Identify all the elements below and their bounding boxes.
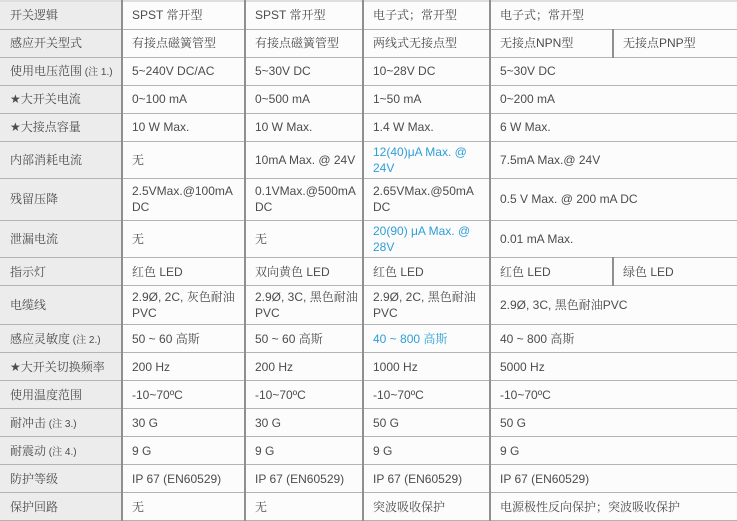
spec-value-cell: 0~100 mA [122, 85, 245, 113]
spec-value-cell: 有接点磁簧管型 [122, 29, 245, 57]
table-row [0, 381, 737, 409]
row-label-text: 开关逻辑 [10, 8, 59, 23]
spec-value-cell: 无接点NPN型 [490, 29, 613, 57]
spec-value-cell: 0.5 V Max. @ 200 mA DC [490, 178, 737, 220]
spec-value-cell: -10~70ºC [245, 381, 363, 409]
spec-value-cell: 2.9Ø, 2C, 灰色耐油 PVC [122, 286, 245, 325]
spec-value-cell: -10~70ºC [490, 381, 737, 409]
spec-value-cell: 电源极性反向保护；突波吸收保护 [490, 493, 737, 521]
spec-value-cell: 有接点磁簧管型 [245, 29, 363, 57]
row-label-text: 使用温度范围 [10, 387, 83, 402]
row-label [0, 113, 122, 141]
row-label-text: ★大开关电流 [10, 91, 81, 106]
spec-value-cell: 电子式；常开型 [363, 1, 490, 29]
spec-value-cell: 无接点PNP型 [613, 29, 737, 57]
table-row [0, 1, 737, 29]
spec-value-cell: 10 W Max. [245, 113, 363, 141]
row-label [0, 258, 122, 286]
row-label [0, 178, 122, 220]
spec-value-cell: 12(40)μA Max. @ 24V [363, 141, 490, 178]
table-row [0, 493, 737, 521]
spec-value-cell: 10~28V DC [363, 57, 490, 85]
table-row [0, 57, 737, 85]
row-label [0, 57, 122, 85]
spec-value-cell: SPST 常开型 [122, 1, 245, 29]
spec-value-cell: 5~30V DC [245, 57, 363, 85]
row-label-note: (注 4.) [46, 446, 77, 458]
spec-value-cell: 绿色 LED [613, 258, 737, 286]
row-label-text: 泄漏电流 [10, 231, 59, 246]
spec-value-cell: 9 G [363, 437, 490, 465]
spec-value-cell: SPST 常开型 [245, 1, 363, 29]
spec-value-cell: IP 67 (EN60529) [122, 465, 245, 493]
table-row [0, 113, 737, 141]
spec-value-cell: 30 G [122, 409, 245, 437]
spec-value-cell: 双向黄色 LED [245, 258, 363, 286]
spec-value-cell: 200 Hz [122, 353, 245, 381]
spec-value-cell: 红色 LED [490, 258, 613, 286]
spec-value-cell: 7.5mA Max.@ 24V [490, 141, 737, 178]
row-label-text: 保护回路 [10, 499, 59, 514]
spec-value-cell: 2.9Ø, 3C, 黑色耐油PVC [490, 286, 737, 325]
spec-value-cell: 两线式无接点型 [363, 29, 490, 57]
spec-value-cell: 红色 LED [122, 258, 245, 286]
spec-value-cell: 1~50 mA [363, 85, 490, 113]
spec-value-cell: 30 G [245, 409, 363, 437]
spec-value-cell: 0.1VMax.@500mA DC [245, 178, 363, 220]
spec-value-cell: 5~30V DC [490, 57, 737, 85]
row-label-text: 感应开关型式 [10, 35, 83, 50]
spec-value-cell: 电子式；常开型 [490, 1, 737, 29]
spec-value-cell: 5~240V DC/AC [122, 57, 245, 85]
spec-value-cell: 1.4 W Max. [363, 113, 490, 141]
table-row [0, 286, 737, 325]
row-label-note: (注 2.) [70, 334, 101, 346]
row-label-text: ★大接点容量 [10, 119, 81, 134]
table-row [0, 409, 737, 437]
spec-value-cell: 10mA Max. @ 24V [245, 141, 363, 178]
spec-table-body [0, 1, 737, 521]
spec-value-cell: IP 67 (EN60529) [363, 465, 490, 493]
spec-value-cell: 1000 Hz [363, 353, 490, 381]
row-label-text: 防护等级 [10, 471, 59, 486]
row-label-text: 残留压降 [10, 192, 59, 207]
spec-value-cell: 9 G [490, 437, 737, 465]
row-label-note: (注 1.) [82, 66, 113, 78]
row-label [0, 141, 122, 178]
spec-value-cell: 40 ~ 800 高斯 [363, 325, 490, 353]
row-label-text: 内部消耗电流 [10, 152, 83, 167]
spec-value-cell: 50 G [490, 409, 737, 437]
spec-value-cell: 0~200 mA [490, 85, 737, 113]
row-label [0, 1, 122, 29]
table-row [0, 141, 737, 178]
spec-value-cell: 无 [122, 493, 245, 521]
row-label [0, 85, 122, 113]
table-row [0, 258, 737, 286]
row-label [0, 353, 122, 381]
spec-value-cell: 6 W Max. [490, 113, 737, 141]
spec-value-cell: 2.65VMax.@50mA DC [363, 178, 490, 220]
row-label [0, 29, 122, 57]
spec-value-cell: 2.5VMax.@100mA DC [122, 178, 245, 220]
row-label-text: 使用电压范围 [10, 63, 83, 78]
spec-value-cell: 突波吸收保护 [363, 493, 490, 521]
spec-value-cell: 2.9Ø, 3C, 黑色耐油 PVC [245, 286, 363, 325]
row-label-text: 指示灯 [10, 264, 47, 279]
table-row [0, 437, 737, 465]
spec-value-cell: 9 G [122, 437, 245, 465]
spec-value-cell: 无 [245, 493, 363, 521]
spec-value-cell: 无 [245, 220, 363, 257]
spec-value-cell: 10 W Max. [122, 113, 245, 141]
table-row [0, 325, 737, 353]
spec-value-cell: IP 67 (EN60529) [245, 465, 363, 493]
spec-value-cell: 20(90) μA Max. @ 28V [363, 220, 490, 257]
row-label-text: 感应灵敏度 [10, 331, 71, 346]
table-row [0, 353, 737, 381]
spec-value-cell: 红色 LED [363, 258, 490, 286]
row-label [0, 409, 122, 437]
row-label-text: 耐震动 [10, 443, 47, 458]
spec-value-cell: 2.9Ø, 2C, 黑色耐油 PVC [363, 286, 490, 325]
spec-value-cell: -10~70ºC [363, 381, 490, 409]
spec-value-cell: -10~70ºC [122, 381, 245, 409]
spec-value-cell: 50 ~ 60 高斯 [122, 325, 245, 353]
row-label [0, 220, 122, 257]
row-label [0, 465, 122, 493]
table-row [0, 465, 737, 493]
spec-value-cell: 5000 Hz [490, 353, 737, 381]
row-label [0, 325, 122, 353]
spec-value-cell: 50 ~ 60 高斯 [245, 325, 363, 353]
row-label-text: ★大开关切换频率 [10, 359, 105, 374]
spec-value-cell: 40 ~ 800 高斯 [490, 325, 737, 353]
row-label [0, 493, 122, 521]
table-row [0, 178, 737, 220]
row-label-text: 耐冲击 [10, 415, 47, 430]
table-row [0, 29, 737, 57]
spec-value-cell: 0~500 mA [245, 85, 363, 113]
spec-value-cell: 200 Hz [245, 353, 363, 381]
spec-value-cell: 0.01 mA Max. [490, 220, 737, 257]
spec-value-cell: 50 G [363, 409, 490, 437]
row-label-text: 电缆线 [10, 298, 47, 313]
spec-value-cell: 无 [122, 220, 245, 257]
row-label-note: (注 3.) [46, 418, 77, 430]
spec-value-cell: 9 G [245, 437, 363, 465]
spec-value-cell: 无 [122, 141, 245, 178]
spec-value-cell: IP 67 (EN60529) [490, 465, 737, 493]
row-label [0, 286, 122, 325]
row-label [0, 381, 122, 409]
table-row [0, 85, 737, 113]
table-row [0, 220, 737, 257]
row-label [0, 437, 122, 465]
